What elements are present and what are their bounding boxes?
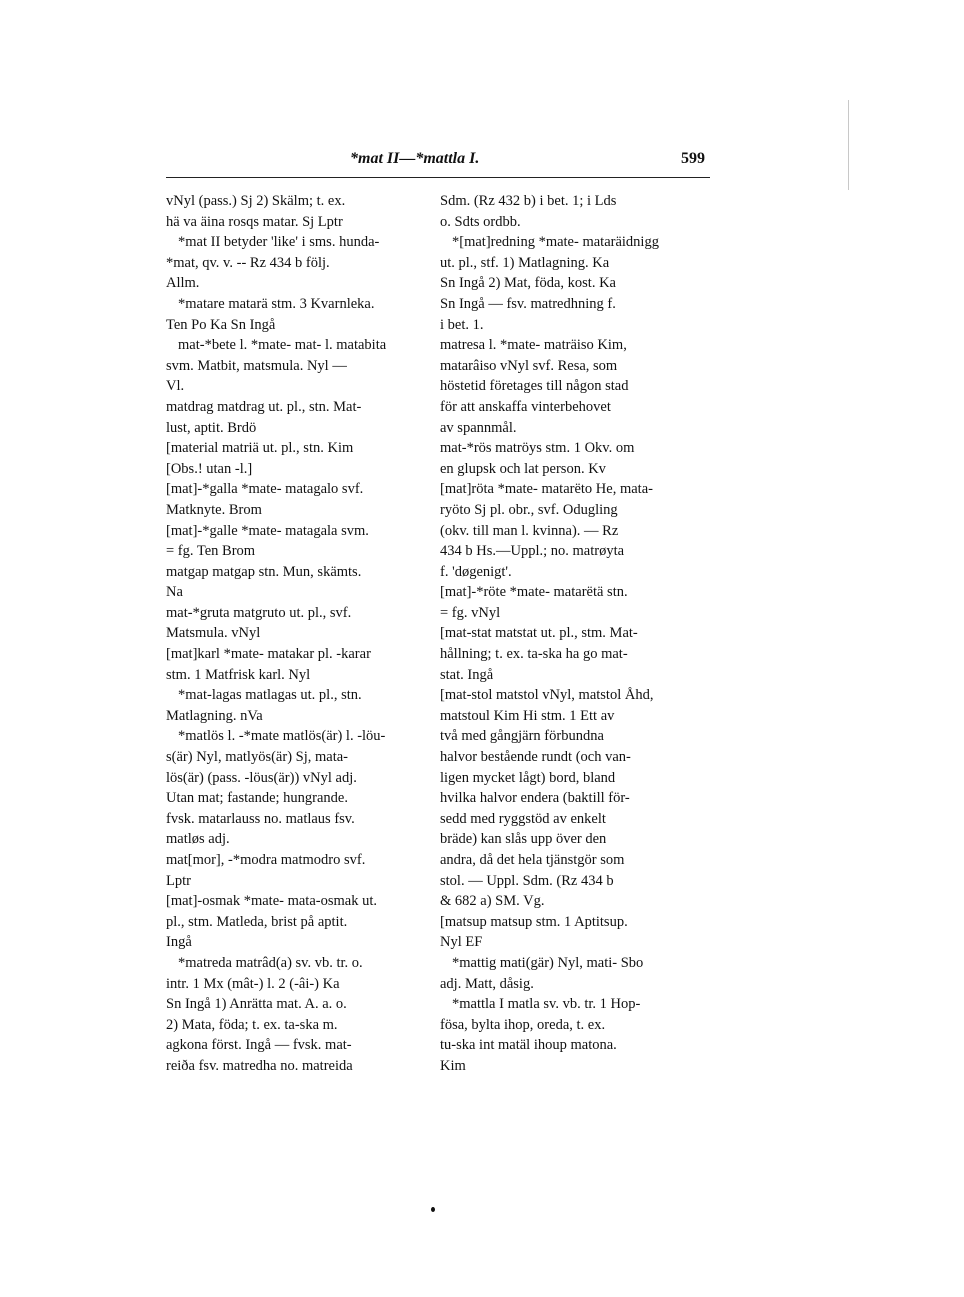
text-line: Sdm. (Rz 432 b) i bet. 1; i Lds [440, 193, 617, 209]
text-line: [mat]-*galle *mate- matagala svm. [166, 522, 369, 539]
text-line: andra, då det hela tjänstgör som [440, 852, 625, 868]
text-line: Na [166, 584, 183, 601]
text-line: *matreda matrâd(a) sv. vb. tr. o. [178, 954, 363, 971]
text-line: ligen mycket lågt) bord, bland [440, 769, 616, 786]
text-line: Kim [440, 1057, 466, 1074]
text-line: Sn Ingå — fsv. matredhning f. [440, 295, 616, 312]
footer-dot [431, 1207, 435, 1212]
text-line: *matlös l. -*mate matlös(är) l. -löu- [178, 728, 386, 745]
text-line: fvsk. matarlauss no. matlaus fsv. [166, 810, 355, 827]
text-line: [mat]-osmak *mate- mata-osmak ut. [166, 893, 377, 910]
text-line: *mat, qv. v. -- Rz 434 b följ. [166, 254, 330, 271]
text-line: [mat]-*galla *mate- matagalo svf. [166, 481, 364, 498]
text-line: Nyl EF [440, 934, 483, 951]
running-head: *mat II—*mattla I. [350, 150, 480, 167]
text-line: & 682 a) SM. Vg. [440, 893, 545, 910]
text-line: s(är) Nyl, matlyös(är) Sj, mata- [166, 749, 349, 766]
text-line: *mattig mati(gär) Nyl, mati- Sbo [452, 954, 644, 971]
text-line: *mat-lagas matlagas ut. pl., stn. [178, 687, 362, 704]
text-line: två med gångjärn förbundna [440, 728, 604, 745]
text-line: matarâiso vNyl svf. Resa, som [440, 357, 618, 374]
text-line: en glupsk och lat person. Kv [440, 460, 606, 477]
text-line: stm. 1 Matfrisk karl. Nyl [166, 666, 311, 683]
text-line: 434 b Hs.—Uppl.; no. matrøyta [440, 543, 625, 560]
text-line: reiða fsv. matredha no. matreida [166, 1057, 353, 1074]
text-line: *mattla I matla sv. vb. tr. 1 Hop- [452, 996, 641, 1013]
text-line: (okv. till man l. kvinna). — Rz [440, 522, 619, 539]
text-line: mat[mor], -*modra matmodro svf. [166, 852, 366, 868]
text-line: hållning; t. ex. ta-ska ha go mat- [440, 646, 628, 663]
text-line: halvor bestående rundt (och van- [440, 749, 631, 766]
text-line: mat-*gruta matgruto ut. pl., svf. [166, 604, 352, 621]
text-line: fösa, bylta ihop, oreda, t. ex. [440, 1016, 606, 1033]
text-line: [Obs.! utan -l.] [166, 460, 253, 477]
text-line: hvilka halvor endera (baktill för- [440, 790, 630, 807]
text-line: [mat]-*röte *mate- matarëtä stn. [440, 584, 628, 601]
header-rule [166, 177, 710, 178]
text-line: Sn Ingå 1) Anrätta mat. A. a. o. [166, 996, 347, 1013]
text-line: höstetid företages till någon stad [440, 378, 629, 395]
text-line: = fg. vNyl [440, 604, 501, 621]
text-line: pl., stm. Matleda, brist på aptit. [166, 913, 348, 930]
text-line: vNyl (pass.) Sj 2) Skälm; t. ex. [166, 193, 346, 209]
text-line: Matsmula. vNyl [166, 625, 261, 642]
text-line: intr. 1 Mx (mât-) l. 2 (-âi-) Ka [166, 975, 340, 992]
text-line: [mat]karl *mate- matakar pl. -karar [166, 646, 371, 663]
text-line: matstoul Kim Hi stm. 1 Ett av [440, 707, 615, 724]
text-line: mat-*bete l. *mate- mat- l. matabita [178, 337, 387, 354]
page-number: 599 [681, 150, 705, 167]
text-line: 2) Mata, föda; t. ex. ta-ska m. [166, 1016, 338, 1033]
text-line: adj. Matt, dåsig. [440, 975, 534, 992]
text-line: agkona först. Ingå — fvsk. mat- [166, 1037, 352, 1054]
text-line: [mat]röta *mate- matarëto He, mata- [440, 481, 653, 498]
text-line: = fg. Ten Brom [166, 543, 256, 560]
text-line: Ten Po Ka Sn Ingå [166, 316, 276, 333]
text-line: stol. — Uppl. Sdm. (Rz 434 b [440, 872, 614, 889]
text-line: ryöto Sj pl. obr., svf. Odugling [440, 501, 618, 518]
text-line: [mat-stat matstat ut. pl., stm. Mat- [440, 625, 638, 642]
left-column [166, 191, 426, 1077]
scan-margin-mark [848, 100, 849, 190]
text-line: lös(är) (pass. -löus(är)) vNyl adj. [166, 769, 357, 786]
text-line: sedd med ryggstöd av enkelt [440, 810, 606, 827]
text-line: tu-ska int matäl ihoup matona. [440, 1037, 617, 1054]
text-line: Utan mat; fastande; hungrande. [166, 790, 348, 807]
text-line: svm. Matbit, matsmula. Nyl — [166, 357, 347, 374]
text-line: [mat-stol matstol vNyl, matstol Åhd, [440, 687, 654, 704]
text-line: matgap matgap stn. Mun, skämts. [166, 563, 362, 580]
text-line: Matknyte. Brom [166, 501, 262, 518]
text-line: Vl. [166, 378, 185, 395]
text-line: stat. Ingå [440, 666, 494, 683]
text-line: Matlagning. nVa [166, 707, 263, 724]
text-line: Allm. [166, 275, 200, 292]
text-line: *matare matarä stm. 3 Kvarnleka. [178, 295, 375, 312]
text-line: i bet. 1. [440, 316, 484, 333]
text-line: Sn Ingå 2) Mat, föda, kost. Ka [440, 275, 616, 292]
right-column [440, 191, 710, 1077]
text-line: matdrag matdrag ut. pl., stn. Mat- [166, 398, 362, 415]
text-line: matløs adj. [166, 831, 230, 848]
text-line: *[mat]redning *mate- mataräidnigg [452, 234, 659, 251]
text-line: [matsup matsup stm. 1 Aptitsup. [440, 913, 628, 930]
text-line: Ingå [166, 934, 192, 951]
text-line: för att anskaffa vinterbehovet [440, 398, 611, 415]
text-line: bräde) kan slås upp över den [440, 831, 607, 848]
text-line: hä va äina rosqs matar. Sj Lptr [166, 213, 343, 230]
text-line: av spannmål. [440, 419, 517, 436]
text-line: f. 'døgenigt'. [440, 563, 512, 580]
text-line: [material matriä ut. pl., stn. Kim [166, 440, 354, 457]
text-line: Lptr [166, 872, 191, 889]
text-line: *mat II betyder 'like' i sms. hunda- [178, 234, 380, 251]
text-line: mat-*rös matröys stm. 1 Okv. om [440, 440, 635, 457]
text-line: ut. pl., stf. 1) Matlagning. Ka [440, 254, 610, 271]
text-line: matresa l. *mate- maträiso Kim, [440, 337, 627, 354]
text-line: lust, aptit. Brdö [166, 419, 257, 436]
text-line: o. Sdts ordbb. [440, 213, 521, 230]
